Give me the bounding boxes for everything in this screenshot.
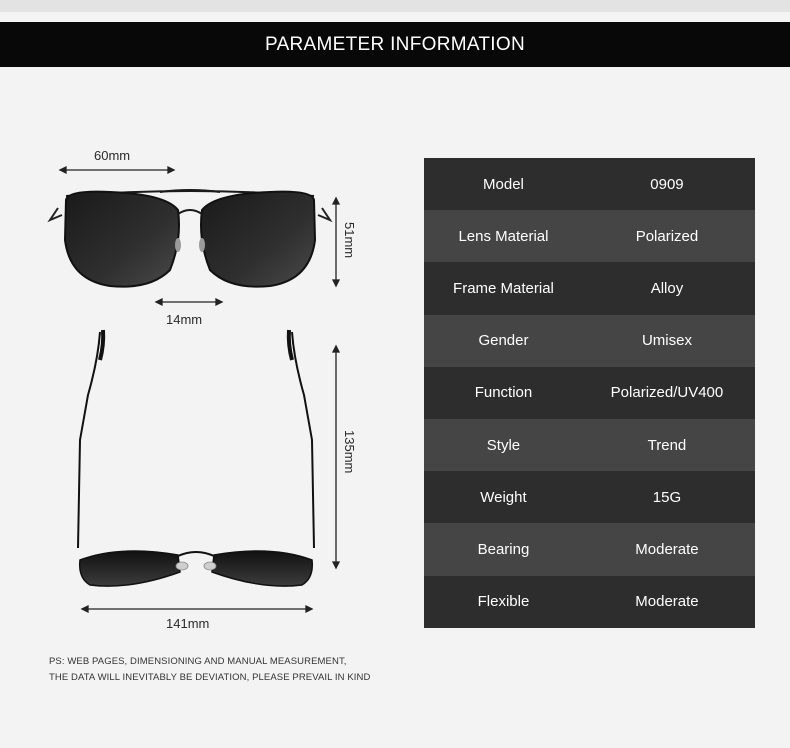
spec-label: Gender [478,332,529,350]
spec-value: Trend [647,436,687,454]
spec-label: Function [474,384,533,402]
table-row [424,419,755,471]
spec-value: Polarized/UV400 [610,384,724,402]
spec-label: Bearing [477,540,530,558]
lens-width-label: 60mm [94,148,131,163]
spec-label: Frame Material [453,279,554,297]
spec-label: Weight [480,488,527,506]
table-row [424,315,755,367]
measurement-note [49,654,370,686]
spec-label: Flexible [477,593,530,611]
spec-value: Moderate [635,593,699,611]
spec-table [424,158,755,628]
table-row [424,576,755,628]
table-row [424,262,755,314]
spec-value: 0909 [650,175,684,193]
table-row [424,523,755,575]
top-left-lens [80,551,180,586]
table-row [424,367,755,419]
spec-label: Model [483,175,524,193]
page-title: PARAMETER INFORMATION [265,33,525,55]
spec-label: Lens Material [458,227,549,245]
table-row [424,471,755,523]
spec-value: Alloy [650,279,684,297]
spec-value: Polarized [635,227,699,245]
table-row [424,158,755,210]
spec-value: Moderate [635,540,699,558]
frame-width-label: 141mm [166,616,210,631]
bridge-width-label: 14mm [166,312,203,327]
spec-value: Umisex [641,332,692,350]
top-right-lens [212,551,312,586]
table-row [424,210,755,262]
spec-label: Style [486,436,521,454]
temple-length-label: 135mm [342,430,357,474]
note-line-2: THE DATA WILL INEVITABLY BE DEVIATION, PLEASE PREVAIL IN KIND [49,672,371,683]
spec-value: 15G [652,488,682,506]
note-line-1: PS: WEB PAGES, DIMENSIONING AND MANUAL MEASUREMENT, [49,656,347,667]
top-view-glasses [78,330,314,586]
left-lens [65,192,179,287]
front-view-glasses [50,190,330,287]
lens-height-label: 51mm [342,222,357,259]
right-lens [201,192,315,287]
